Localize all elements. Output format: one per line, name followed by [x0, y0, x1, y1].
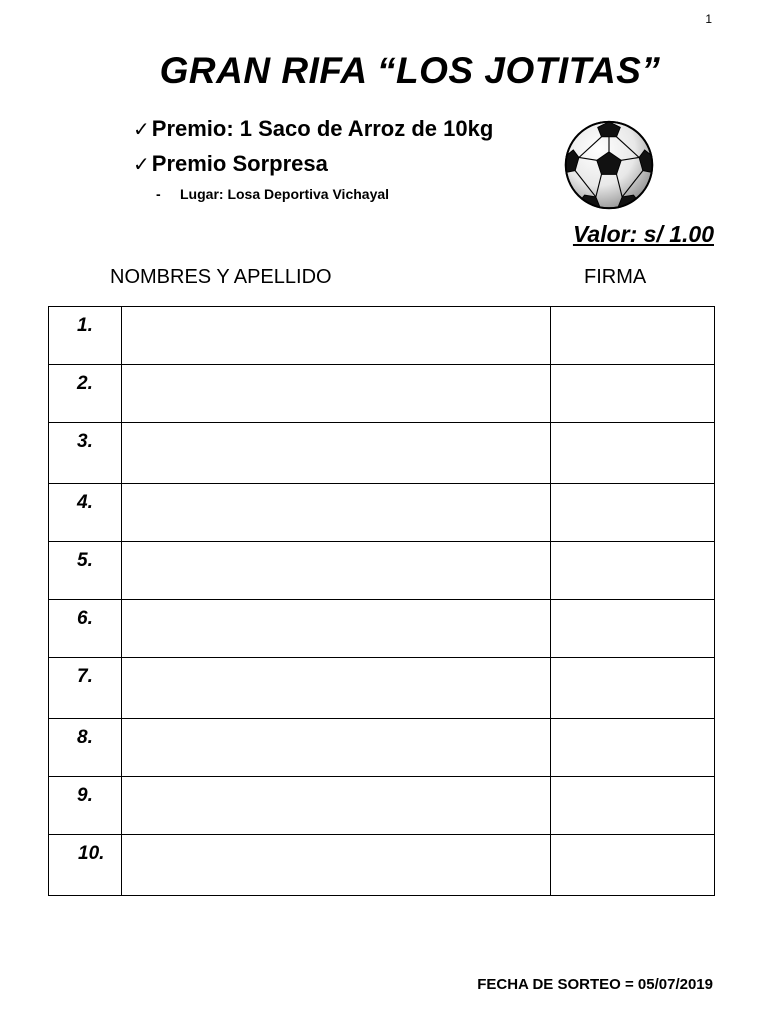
table-row: [49, 777, 715, 835]
table-row: [49, 365, 715, 423]
signature-cell[interactable]: [550, 423, 714, 484]
signature-cell[interactable]: [550, 777, 714, 835]
row-number: 4.: [77, 492, 93, 513]
row-number: 3.: [77, 431, 93, 452]
signature-cell[interactable]: [550, 542, 714, 600]
row-number-cell: [49, 658, 122, 719]
name-cell[interactable]: [121, 365, 550, 423]
signature-cell[interactable]: [550, 484, 714, 542]
name-cell[interactable]: [121, 307, 550, 365]
name-cell[interactable]: [121, 777, 550, 835]
signature-cell[interactable]: [550, 835, 714, 896]
location-text: Lugar: Losa Deportiva Vichayal: [180, 186, 390, 202]
table-row: [49, 542, 715, 600]
signature-cell[interactable]: [550, 600, 714, 658]
name-cell[interactable]: [121, 658, 550, 719]
table-row: [49, 835, 715, 896]
page-number: 1: [705, 12, 712, 26]
prize-list: [133, 112, 493, 182]
table-row: [49, 307, 715, 365]
row-number: 5.: [77, 550, 93, 571]
row-number-cell: [49, 542, 122, 600]
checkmark-icon: ✓: [133, 154, 150, 176]
row-number-cell: [49, 423, 122, 484]
prize-label: Premio: 1 Saco de Arroz de 10kg: [151, 116, 494, 141]
signature-cell[interactable]: [550, 658, 714, 719]
signature-column-header: FIRMA: [584, 266, 647, 288]
row-number: 1.: [77, 315, 93, 336]
signature-cell[interactable]: [550, 365, 714, 423]
table-row: [49, 484, 715, 542]
row-number: 9.: [77, 785, 93, 806]
row-number-cell: [49, 835, 122, 896]
table-row: [49, 600, 715, 658]
signature-cell[interactable]: [550, 719, 714, 777]
ticket-price: Valor: s/ 1.00: [572, 221, 714, 247]
row-number: 6.: [77, 608, 93, 629]
row-number: 2.: [77, 373, 93, 394]
table-row: [49, 658, 715, 719]
names-column-header: NOMBRES Y APELLIDO: [110, 266, 332, 288]
location-line: [156, 186, 389, 202]
row-number: 8.: [77, 727, 93, 748]
row-number: 10.: [78, 843, 105, 864]
name-cell[interactable]: [121, 423, 550, 484]
raffle-table: [48, 306, 715, 896]
prize-item: [133, 112, 493, 147]
bullet-dash: -: [156, 186, 161, 202]
row-number-cell: [49, 307, 122, 365]
row-number-cell: [49, 719, 122, 777]
signature-cell[interactable]: [550, 307, 714, 365]
page-title: GRAN RIFA “LOS JOTITAS”: [159, 50, 661, 91]
checkmark-icon: ✓: [133, 119, 150, 141]
prize-item: [133, 147, 493, 182]
table-row: [49, 719, 715, 777]
table-row: [49, 423, 715, 484]
row-number-cell: [49, 777, 122, 835]
row-number-cell: [49, 365, 122, 423]
name-cell[interactable]: [121, 542, 550, 600]
name-cell[interactable]: [121, 484, 550, 542]
row-number-cell: [49, 484, 122, 542]
draw-date: FECHA DE SORTEO = 05/07/2019: [477, 976, 713, 993]
row-number: 7.: [77, 666, 93, 687]
prize-label: Premio Sorpresa: [151, 151, 328, 176]
name-cell[interactable]: [121, 600, 550, 658]
soccer-ball-icon: [562, 118, 656, 212]
name-cell[interactable]: [121, 719, 550, 777]
row-number-cell: [49, 600, 122, 658]
name-cell[interactable]: [121, 835, 550, 896]
